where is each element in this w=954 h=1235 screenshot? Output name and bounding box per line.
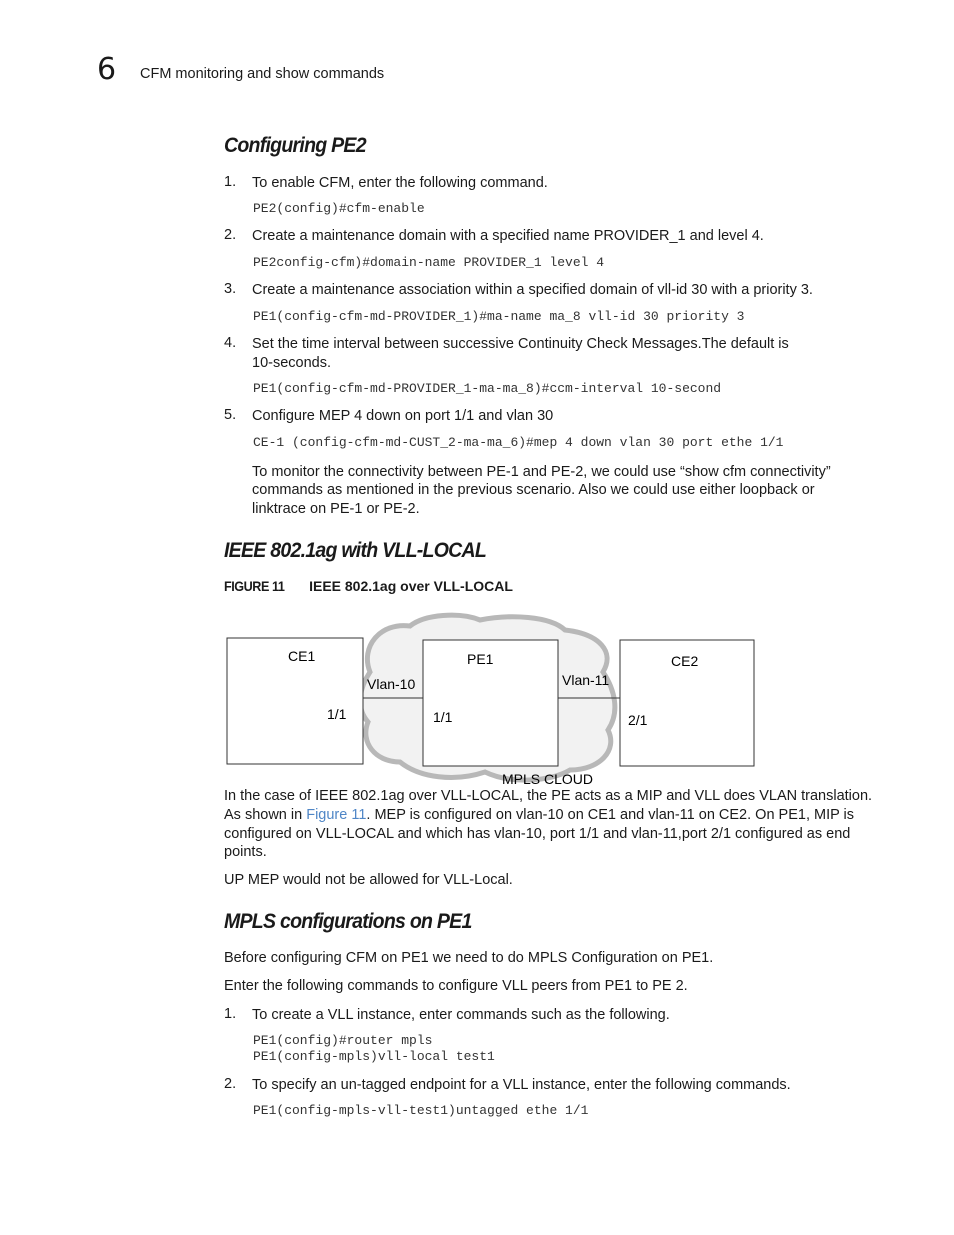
ieee-paragraph-line4: points. (224, 844, 267, 860)
section-heading-mpls: MPLS configurations on PE1 (224, 910, 472, 933)
figure-link[interactable]: Figure 11 (306, 807, 367, 823)
ce2-label: CE2 (671, 653, 699, 669)
step-number: 2. (224, 1076, 237, 1092)
step-text-line2: 10-seconds. (252, 355, 331, 371)
code-block: PE1(config-mpls-vll-test1)untagged ethe 1/1 (253, 1103, 589, 1118)
step-text: To create a VLL instance, enter commands such as the following. (252, 1007, 670, 1023)
mpls-cloud-label: MPLS CLOUD (502, 771, 594, 787)
ieee-text: . MEP is configured on vlan-10 on CE1 and vlan-11 on CE2. On PE1, MIP is (366, 807, 855, 823)
code-block: PE1(config-cfm-md-PROVIDER_1-ma-ma_8)#ccm-interval 10-second (253, 381, 722, 396)
step-text-line1: Set the time interval between successive Continuity Check Messages.The default is (252, 336, 789, 352)
step-text: Create a maintenance domain with a specified name PROVIDER_1 and level 4. (252, 228, 764, 244)
figure-number: FIGURE 11 (224, 578, 285, 594)
section-heading-ieee: IEEE 802.1ag with VLL-LOCAL (224, 539, 487, 562)
chapter-title: CFM monitoring and show commands (140, 66, 385, 82)
mpls-paragraph-2: Enter the following commands to configure VLL peers from PE1 to PE 2. (224, 978, 688, 994)
ieee-text: As shown in (224, 807, 307, 823)
ce1-label: CE1 (288, 648, 316, 664)
ce1-port-label: 1/1 (327, 706, 347, 722)
step-number: 5. (224, 407, 237, 423)
step-number: 1. (224, 174, 237, 190)
figure-title: IEEE 802.1ag over VLL-LOCAL (309, 578, 513, 594)
step-text: To enable CFM, enter the following command. (252, 175, 548, 191)
code-block-line1: PE1(config)#router mpls (253, 1033, 433, 1048)
code-block: PE2config-cfm)#domain-name PROVIDER_1 level 4 (253, 255, 605, 270)
vlan10-label: Vlan-10 (367, 676, 416, 692)
ce2-port-label: 2/1 (628, 712, 648, 728)
ieee-paragraph-line3: configured on VLL-LOCAL and which has vlan-10, port 1/1 and vlan-11,port 2/1 configured as end (224, 826, 851, 842)
network-diagram (220, 612, 765, 792)
monitor-quote: ” (825, 464, 831, 480)
ieee-paragraph-2: UP MEP would not be allowed for VLL-Local. (224, 872, 513, 888)
code-block: PE2(config)#cfm-enable (253, 201, 425, 216)
step-text: Create a maintenance association within a specified domain of vll-id 30 with a priority 3. (252, 282, 813, 298)
mpls-paragraph-1: Before configuring CFM on PE1 we need to do MPLS Configuration on PE1. (224, 950, 714, 966)
figure-caption (224, 578, 513, 594)
pe1-port-label: 1/1 (433, 709, 453, 725)
monitor-text: To monitor the connectivity between PE-1 and PE-2, we could use “ (252, 464, 685, 480)
section-heading-configuring-pe2: Configuring PE2 (224, 134, 366, 157)
step-number: 2. (224, 227, 237, 243)
vlan11-label: Vlan-11 (562, 672, 610, 688)
step-number: 3. (224, 281, 237, 297)
step-text: To specify an un-tagged endpoint for a VLL instance, enter the following commands. (252, 1077, 791, 1093)
monitor-paragraph-line3: linktrace on PE-1 or PE-2. (252, 501, 420, 517)
chapter-number: 6 (97, 52, 117, 87)
step-number: 4. (224, 335, 237, 351)
code-block: CE-1 (config-cfm-md-CUST_2-ma-ma_6)#mep 4 down vlan 30 port ethe 1/1 (253, 435, 784, 450)
ieee-paragraph-line2 (224, 806, 874, 825)
monitor-paragraph-line1 (252, 463, 852, 482)
ieee-paragraph-line1: In the case of IEEE 802.1ag over VLL-LOCAL, the PE acts as a MIP and VLL does VLAN translation. (224, 788, 873, 804)
step-text: Configure MEP 4 down on port 1/1 and vlan 30 (252, 408, 554, 424)
pe1-label: PE1 (467, 651, 494, 667)
step-number: 1. (224, 1006, 237, 1022)
monitor-command: show cfm connectivity (684, 464, 826, 480)
code-block: PE1(config-cfm-md-PROVIDER_1)#ma-name ma_8 vll-id 30 priority 3 (253, 309, 745, 324)
code-block-line2: PE1(config-mpls)vll-local test1 (253, 1049, 495, 1064)
monitor-paragraph-line2: commands as mentioned in the previous scenario. Also we could use either loopback or (252, 482, 815, 498)
